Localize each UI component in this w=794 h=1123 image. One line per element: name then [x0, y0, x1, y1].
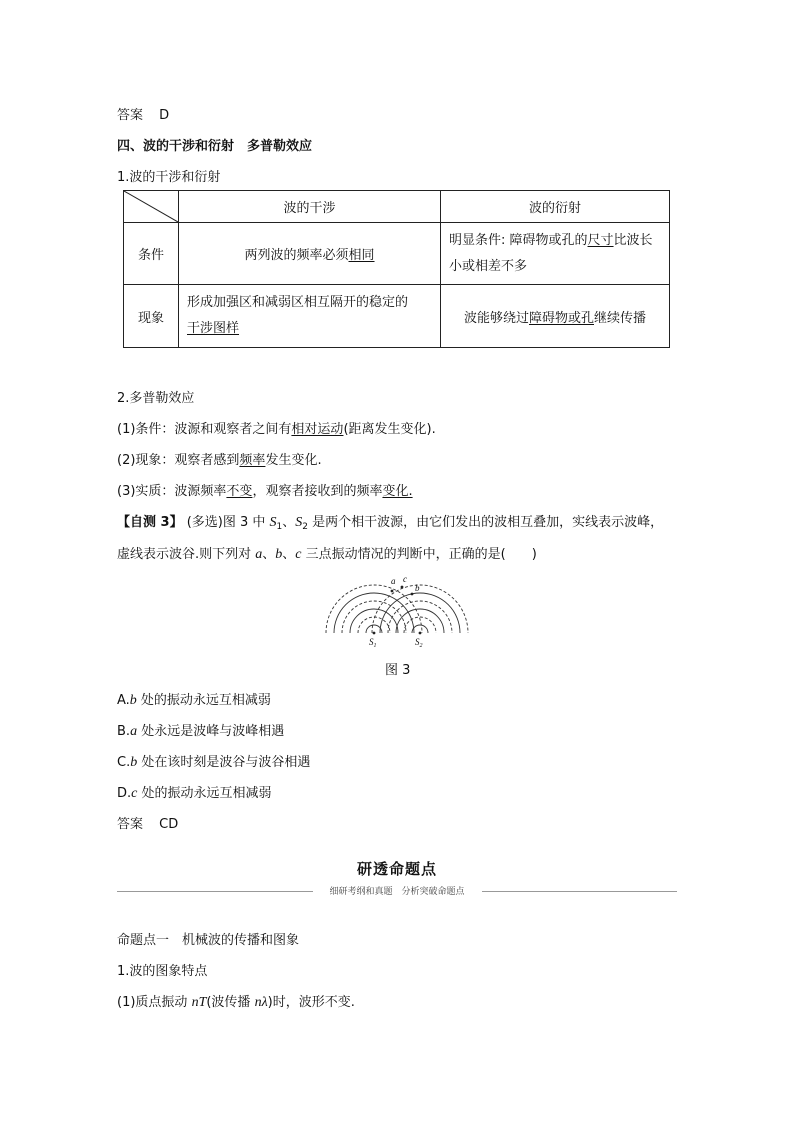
answer-value: D: [159, 108, 170, 123]
answer-line-1: [117, 104, 169, 123]
banner-title: 研透命题点: [356, 860, 437, 878]
table-row: [124, 285, 670, 348]
table-cell: 波能够绕过障碍物或孔继续传播: [441, 285, 670, 348]
option-d: D.c 处的振动永远互相减弱: [117, 786, 272, 801]
option-a: A.b 处的振动永远互相减弱: [117, 693, 271, 708]
point-a-dot: [391, 590, 394, 593]
answer-label: 答案: [117, 817, 144, 832]
s2-dot: [419, 632, 422, 635]
question-line-1: 【自测 3】 (多选)图 3 中 $S_1$、$S_2$ 是两个相干波源，由它们发出的波相互叠加，实线表示波峰，: [117, 515, 664, 532]
subsection-heading-2: 2.多普勒效应: [117, 391, 195, 406]
point-a-label: a: [391, 576, 396, 586]
question-tag: 【自测 3】: [117, 515, 183, 530]
table-cell: 形成加强区和减弱区相互隔开的稳定的 干涉图样: [179, 285, 441, 348]
table-cell: 明显条件: 障碍物或孔的尺寸比波长 小或相差不多: [441, 223, 670, 285]
s1-dot: [373, 632, 376, 635]
topic-heading: 命题点一 机械波的传播和图象: [117, 933, 300, 948]
point-b-dot: [411, 593, 414, 596]
doppler-line-2: (2)现象：观察者感到频率发生变化.: [117, 453, 322, 468]
answer-label: 答案: [117, 108, 144, 123]
table-header-cell: 波的干涉: [179, 191, 441, 223]
doppler-line-1: (1)条件：波源和观察者之间有相对运动(距离发生变化).: [117, 422, 436, 437]
banner-tagline: 细研考纲和真题 分析突破命题点: [329, 887, 465, 897]
answer-value: CD: [159, 817, 179, 832]
doppler-line-3: (3)实质：波源频率不变，观察者接收到的频率变化.: [117, 484, 413, 499]
table-header-cell: 波的衍射: [441, 191, 670, 223]
interference-diffraction-table: [123, 190, 670, 348]
s2-label: $S_2$: [415, 637, 423, 649]
answer-line-2: [117, 813, 178, 832]
table-row: [124, 223, 670, 285]
table-header-row: [124, 191, 670, 223]
banner-rule-right: [482, 891, 677, 892]
point-c-label: c: [403, 574, 407, 584]
s1-crest-arc: [334, 593, 414, 633]
figure-caption: 图 3: [385, 663, 411, 678]
point-b-label: b: [415, 583, 420, 593]
s1-label: $S_1$: [369, 637, 377, 649]
subsection-heading-1: 1.波的干涉和衍射: [117, 170, 221, 185]
section-heading: 四、波的干涉和衍射 多普勒效应: [117, 139, 313, 154]
table-diagonal-cell: [124, 191, 179, 223]
point-c-dot: [401, 586, 404, 589]
option-b: B.a 处永远是波峰与波峰相遇: [117, 724, 285, 739]
s2-crest-arc: [380, 593, 460, 633]
table-row-label: 条件: [124, 223, 179, 285]
diagonal-line-icon: [124, 191, 178, 222]
topic-subheading: 1.波的图象特点: [117, 964, 208, 979]
table-cell: 两列波的频率必须相同: [179, 223, 441, 285]
table-row-label: 现象: [124, 285, 179, 348]
option-c: C.b 处在该时刻是波谷与波谷相遇: [117, 755, 311, 770]
question-line-2: 虚线表示波谷.则下列对 a、b、c 三点振动情况的判断中，正确的是( ): [117, 547, 537, 562]
topic-line: (1)质点振动 nT(波传播 nλ)时，波形不变.: [117, 995, 355, 1010]
wave-interference-figure: [314, 573, 480, 649]
